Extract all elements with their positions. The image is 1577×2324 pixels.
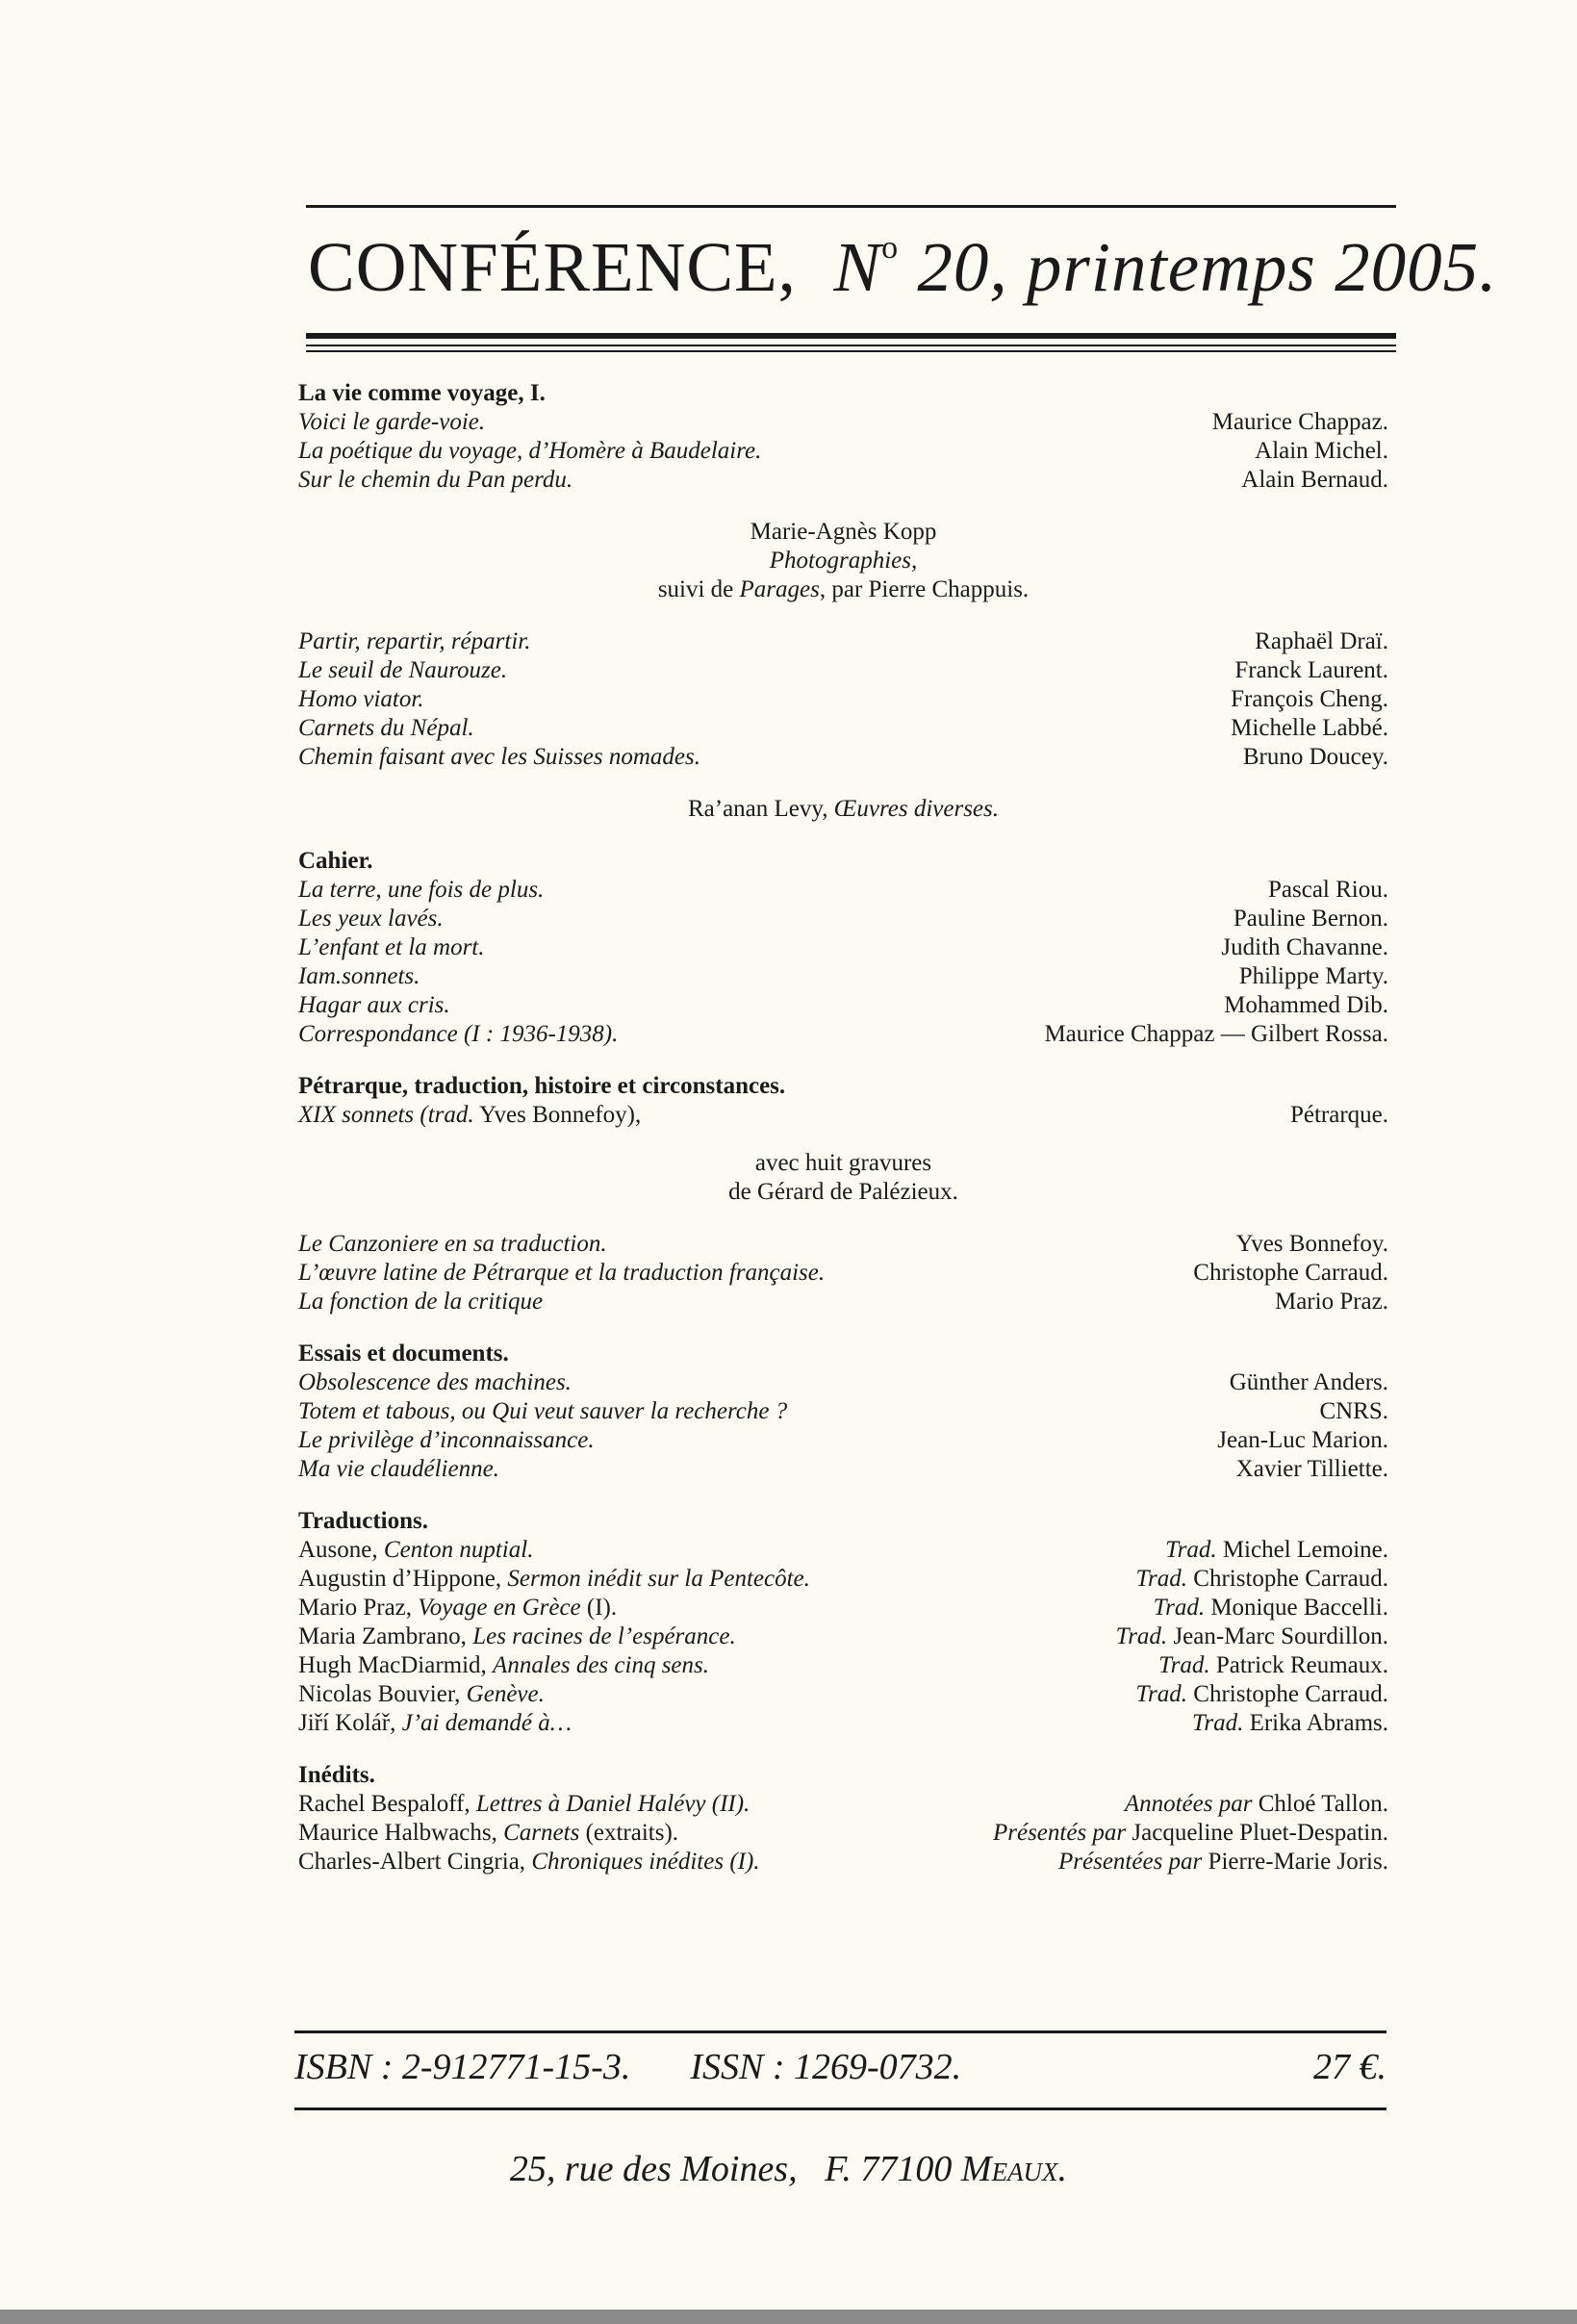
toc-entry: Ausone, Centon nuptial. Trad. Michel Lemoine.: [298, 1537, 1388, 1563]
artist-work: Œuvres diverses.: [833, 796, 1000, 822]
page-title: [308, 227, 1497, 308]
issue-number: $N^o$ 20, printemps 2005.: [833, 228, 1498, 306]
section-heading: Cahier.: [298, 848, 373, 874]
toc-entry: Rachel Bespaloff, Lettres à Daniel Halévy (II). Annotées par Chloé Tallon.: [298, 1791, 1388, 1817]
toc-entry: Jiří Kolář, J’ai demandé à… Trad. Erika Abrams.: [298, 1710, 1388, 1736]
scan-edge: [0, 2310, 1577, 2324]
toc-entry: Totem et tabous, ou Qui veut sauver la recherche ? CNRS.: [298, 1398, 1388, 1424]
toc-entry: La fonction de la critique Mario Praz.: [298, 1289, 1388, 1315]
section-heading: Essais et documents.: [298, 1341, 509, 1366]
toc-entry: La poétique du voyage, d’Homère à Baudelaire. Alain Michel.: [298, 438, 1388, 464]
section-cahier: [298, 847, 1388, 1049]
title-underline-thick: [306, 333, 1396, 339]
section-heading: La vie comme voyage, I.: [298, 380, 546, 406]
toc-entry: L’œuvre latine de Pétrarque et la traduction française. Christophe Carraud.: [298, 1260, 1388, 1286]
toc-entry: Ma vie claudélienne. Xavier Tilliette.: [298, 1456, 1388, 1482]
toc-entry: Correspondance (I : 1936-1938). Maurice Chappaz — Gilbert Rossa.: [298, 1021, 1388, 1047]
gravures-block: avec huit gravures de Gérard de Palézieux.: [728, 1150, 958, 1205]
toc-entry: Partir, repartir, répartir. Raphaël Draï.: [298, 628, 1388, 654]
toc-entry: Voici le garde-voie. Maurice Chappaz.: [298, 409, 1388, 435]
photographies-block: [298, 518, 1388, 604]
toc-entry: Le Canzoniere en sa traduction. Yves Bonnefoy.: [298, 1231, 1388, 1257]
footer-rule-top: [294, 2030, 1386, 2033]
toc-entry: Charles-Albert Cingria, Chroniques inédites (I). Présentées par Pierre-Marie Joris.: [298, 1849, 1388, 1875]
section-voyage-continued: [298, 627, 1388, 772]
toc-entry: Sur le chemin du Pan perdu. Alain Bernaud.: [298, 467, 1388, 493]
toc-entry: Maurice Halbwachs, Carnets (extraits). Présentés par Jacqueline Pluet-Despatin.: [298, 1820, 1388, 1846]
toc-entry: Les yeux lavés. Pauline Bernon.: [298, 906, 1388, 932]
toc-entry: Le seuil de Naurouze. Franck Laurent.: [298, 657, 1388, 683]
isbn: ISBN : 2-912771-15-3.: [294, 2047, 631, 2087]
section-heading: Traductions.: [298, 1508, 428, 1534]
toc-entry: Homo viator. François Cheng.: [298, 686, 1388, 712]
toc-entry: Iam.sonnets. Philippe Marty.: [298, 963, 1388, 989]
toc-entry: Carnets du Népal. Michelle Labbé.: [298, 715, 1388, 741]
title-underline-thin-2: [306, 350, 1396, 352]
toc-entry: Nicolas Bouvier, Genève. Trad. Christophe Carraud.: [298, 1681, 1388, 1707]
section-petrarque-essays: [298, 1230, 1388, 1316]
levy-block: [298, 795, 1388, 824]
journal-name: CONFÉRENCE,: [308, 228, 797, 306]
toc-entry: Obsolescence des machines. Günther Anders.: [298, 1369, 1388, 1395]
artist-name: Ra’anan Levy,: [687, 796, 834, 822]
top-rule: [306, 205, 1396, 208]
footer-rule-bottom: [294, 2107, 1386, 2110]
toc-entry: Le privilège d’inconnaissance. Jean-Luc Marion.: [298, 1427, 1388, 1453]
section-inedits: [298, 1761, 1388, 1877]
issn: ISSN : 1269-0732.: [690, 2047, 962, 2087]
toc-entry: L’enfant et la mort. Judith Chavanne.: [298, 934, 1388, 960]
title-underline-thin: [306, 345, 1396, 346]
table-of-contents: [298, 379, 1388, 1900]
toc-entry: Augustin d’Hippone, Sermon inédit sur la Pentecôte. Trad. Christophe Carraud.: [298, 1566, 1388, 1592]
toc-entry: Maria Zambrano, Les racines de l’espérance. Trad. Jean-Marc Sourdillon.: [298, 1623, 1388, 1649]
toc-entry: Chemin faisant avec les Suisses nomades. Bruno Doucey.: [298, 744, 1388, 770]
section-essais: [298, 1340, 1388, 1484]
publication-info: [294, 2046, 1386, 2088]
parages-line: suivi de Parages, par Pierre Chappuis.: [657, 576, 1030, 602]
price: 27 €.: [1313, 2047, 1386, 2087]
section-petrarque: [298, 1072, 1388, 1130]
photographer-name: Marie-Agnès Kopp: [750, 519, 937, 545]
section-heading: Inédits.: [298, 1762, 375, 1788]
toc-entry: La terre, une fois de plus. Pascal Riou.: [298, 877, 1388, 903]
section-heading: Pétrarque, traduction, histoire et circonstances.: [298, 1073, 786, 1099]
toc-entry: Mario Praz, Voyage en Grèce (I). Trad. Monique Baccelli.: [298, 1595, 1388, 1621]
section-la-vie-comme-voyage: [298, 379, 1388, 495]
toc-entry: XIX sonnets (trad. Yves Bonnefoy), Pétrarque.: [298, 1102, 1388, 1128]
toc-entry: Hugh MacDiarmid, Annales des cinq sens. Trad. Patrick Reumaux.: [298, 1652, 1388, 1678]
toc-entry: Hagar aux cris. Mohammed Dib.: [298, 992, 1388, 1018]
photographies-label: Photographies,: [769, 548, 918, 574]
publisher-address: 25, rue des Moines, F. 77100 Meaux.: [509, 2149, 1068, 2189]
section-traductions: [298, 1507, 1388, 1738]
